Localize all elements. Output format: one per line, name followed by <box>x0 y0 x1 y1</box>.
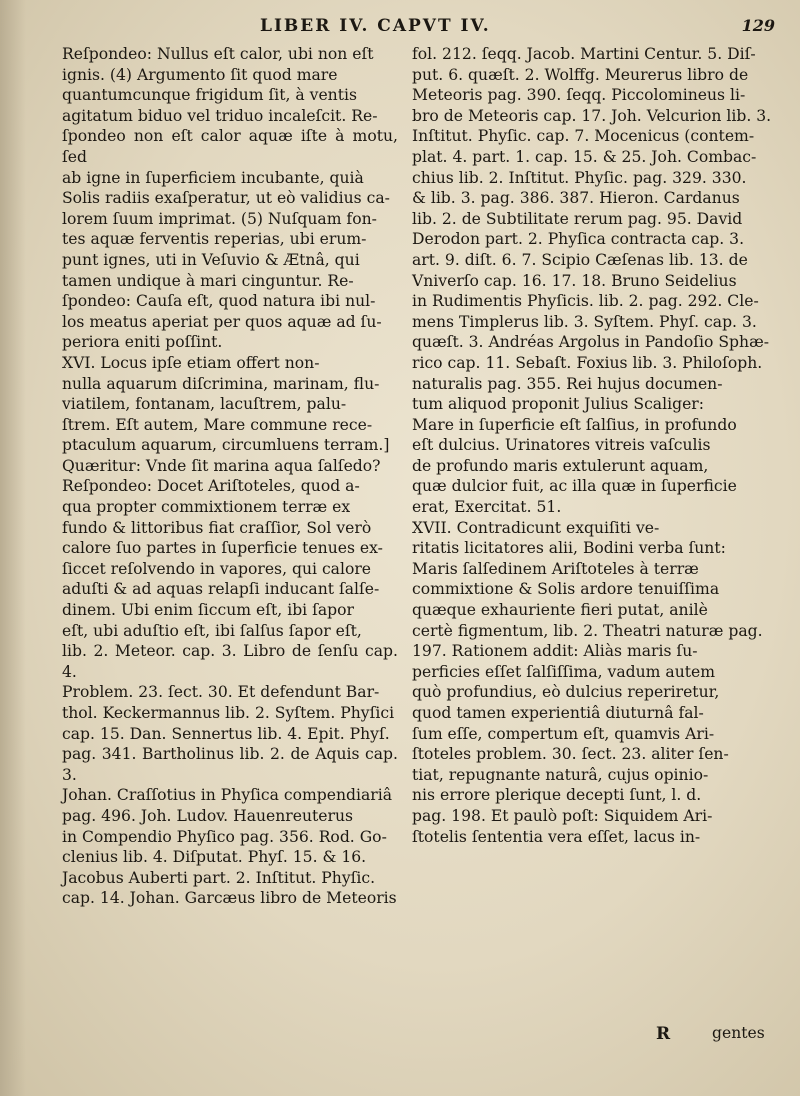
signature-mark: R <box>656 1024 671 1044</box>
right-column <box>412 44 774 847</box>
left-column <box>62 44 398 909</box>
page-header <box>30 16 775 44</box>
running-head: LIBER IV. CAPVT IV. <box>260 16 491 36</box>
page-edge-shadow <box>0 0 26 1096</box>
right-column-text: fol. 212. ſeqq. Jacob. Martini Centur. 5. Diſ- put. 6. quæſt. 2. Wolffg. Meurerus libro de Meteoris pag. 390. ſeqq. Piccolomineus li- bro de Meteoris cap. 17. Joh. Velcurion lib. 3. Inſtitut. Phyſic. cap. 7. Mocenicus (contem- plat. 4. part. 1. cap. 15. & 25. Joh. Combac- chius lib. 2. Inſtitut. Phyſic. pag. 329. 330. & lib. 3. pag. 386. 387. Hieron. Cardanus lib. 2. de Subtilitate rerum pag. 95. David Derodon part. 2. Phyſica contracta cap. 3. art. 9. diſt. 6. 7. Scipio Cæſenas lib. 13. de Vniverſo cap. 16. 17. 18. Bruno Seidelius in Rudimentis Phyſicis. lib. 2. pag. 292. Cle- mens Timplerus lib. 3. Syſtem. Phyſ. cap. 3. quæſt. 3. Andréas Argolus in Pandoſio Sphæ- rico cap. 11. Sebaſt. Foxius lib. 3. Philoſoph. naturalis pag. 355. Rei hujus documen- tum aliquod proponit Julius Scaliger: Mare in ſuperficie eſt ſalſius, in profundo eſt dulcius. Urinatores vitreis vaſculis de profundo maris extulerunt aquam, quæ dulcior fuit, ac illa quæ in ſuperficie erat, Exercitat. 51. XVII. Contradicunt exquiſiti ve- ritatis licitatores alii, Bodini verba ſunt: Maris ſalſedinem Ariſtoteles à terræ commixtione & Solis ardore tenuiſſima quæque exhauriente fieri putat, anilè certè figmentum, lib. 2. Theatri naturæ pag. 197. Rationem addit: Aliàs maris ſu- perficies eſſet ſalſiſſima, vadum autem quò profundius, eò dulcius reperiretur, quod tamen experientiâ diuturnâ fal- ſum eſſe, compertum eſt, quamvis Ari- ſtoteles problem. 30. ſect. 23. aliter ſen- tiat, repugnante naturâ, cujus opinio- nis errore plerique decepti ſunt, l. d. pag. 198. Et paulò poſt: Siquidem Ari- ſtotelis ſententia vera eſſet, lacus in- <box>412 45 772 846</box>
left-column-text: Reſpondeo: Nullus eſt calor, ubi non eſt ignis. (4) Argumento ſit quod mare quantumcunque frigidum ſit, à ventis agitatum biduo vel triduo incaleſcit. Re- ſpondeo non eſt calor aquæ iſte à motu, ſed ab igne in ſuperficiem incubante, quià Solis radiis exaſperatur, ut eò validius ca- lorem ſuum imprimat. (5) Nuſquam fon- tes aquæ ferventis reperias, ubi erum- punt ignes, uti in Veſuvio & Ætnâ, qui tamen undique à mari cinguntur. Re- ſpondeo: Cauſa eſt, quod natura ibi nul- los meatus aperiat per quos aquæ ad ſu- periora eniti poſſint. XVI. Locus ipſe etiam offert non- nulla aquarum diſcrimina, marinam, flu- viatilem, fontanam, lacuſtrem, palu- ſtrem. Eſt autem, Mare commune rece- ptaculum aquarum, circumluens terram.] Quæritur: Vnde ſit marina aqua ſalſedo? Reſpondeo: Docet Ariſtoteles, quod a- qua propter commixtionem terræ ex fundo & littoribus fiat craſſior, Sol verò calore ſuo partes in ſuperficie tenues ex- ſiccet reſolvendo in vapores, qui calore aduſti & ad aquas relapſi inducant ſalſe- dinem. Ubi enim ſiccum eſt, ibi ſapor eſt, ubi aduſtio eſt, ibi ſalſus ſapor eſt, lib. 2. Meteor. cap. 3. Libro de ſenſu cap. 4. Problem. 23. ſect. 30. Et defendunt Bar- thol. Keckermannus lib. 2. Syſtem. Phyſici cap. 15. Dan. Sennertus lib. 4. Epit. Phyſ. pag. 341. Bartholinus lib. 2. de Aquis cap. 3. Johan. Craſſotius in Phyſica compendiariâ pag. 496. Joh. Ludov. Hauenreuterus in Compendio Phyſico pag. 356. Rod. Go- clenius lib. 4. Diſputat. Phyſ. 15. & 16. Jacobus Auberti part. 2. Inſtitut. Phyſic. cap. 14. Johan. Garcæus libro de Meteoris <box>62 45 398 908</box>
page-number: 129 <box>741 16 775 35</box>
catchword: gentes <box>712 1024 765 1042</box>
